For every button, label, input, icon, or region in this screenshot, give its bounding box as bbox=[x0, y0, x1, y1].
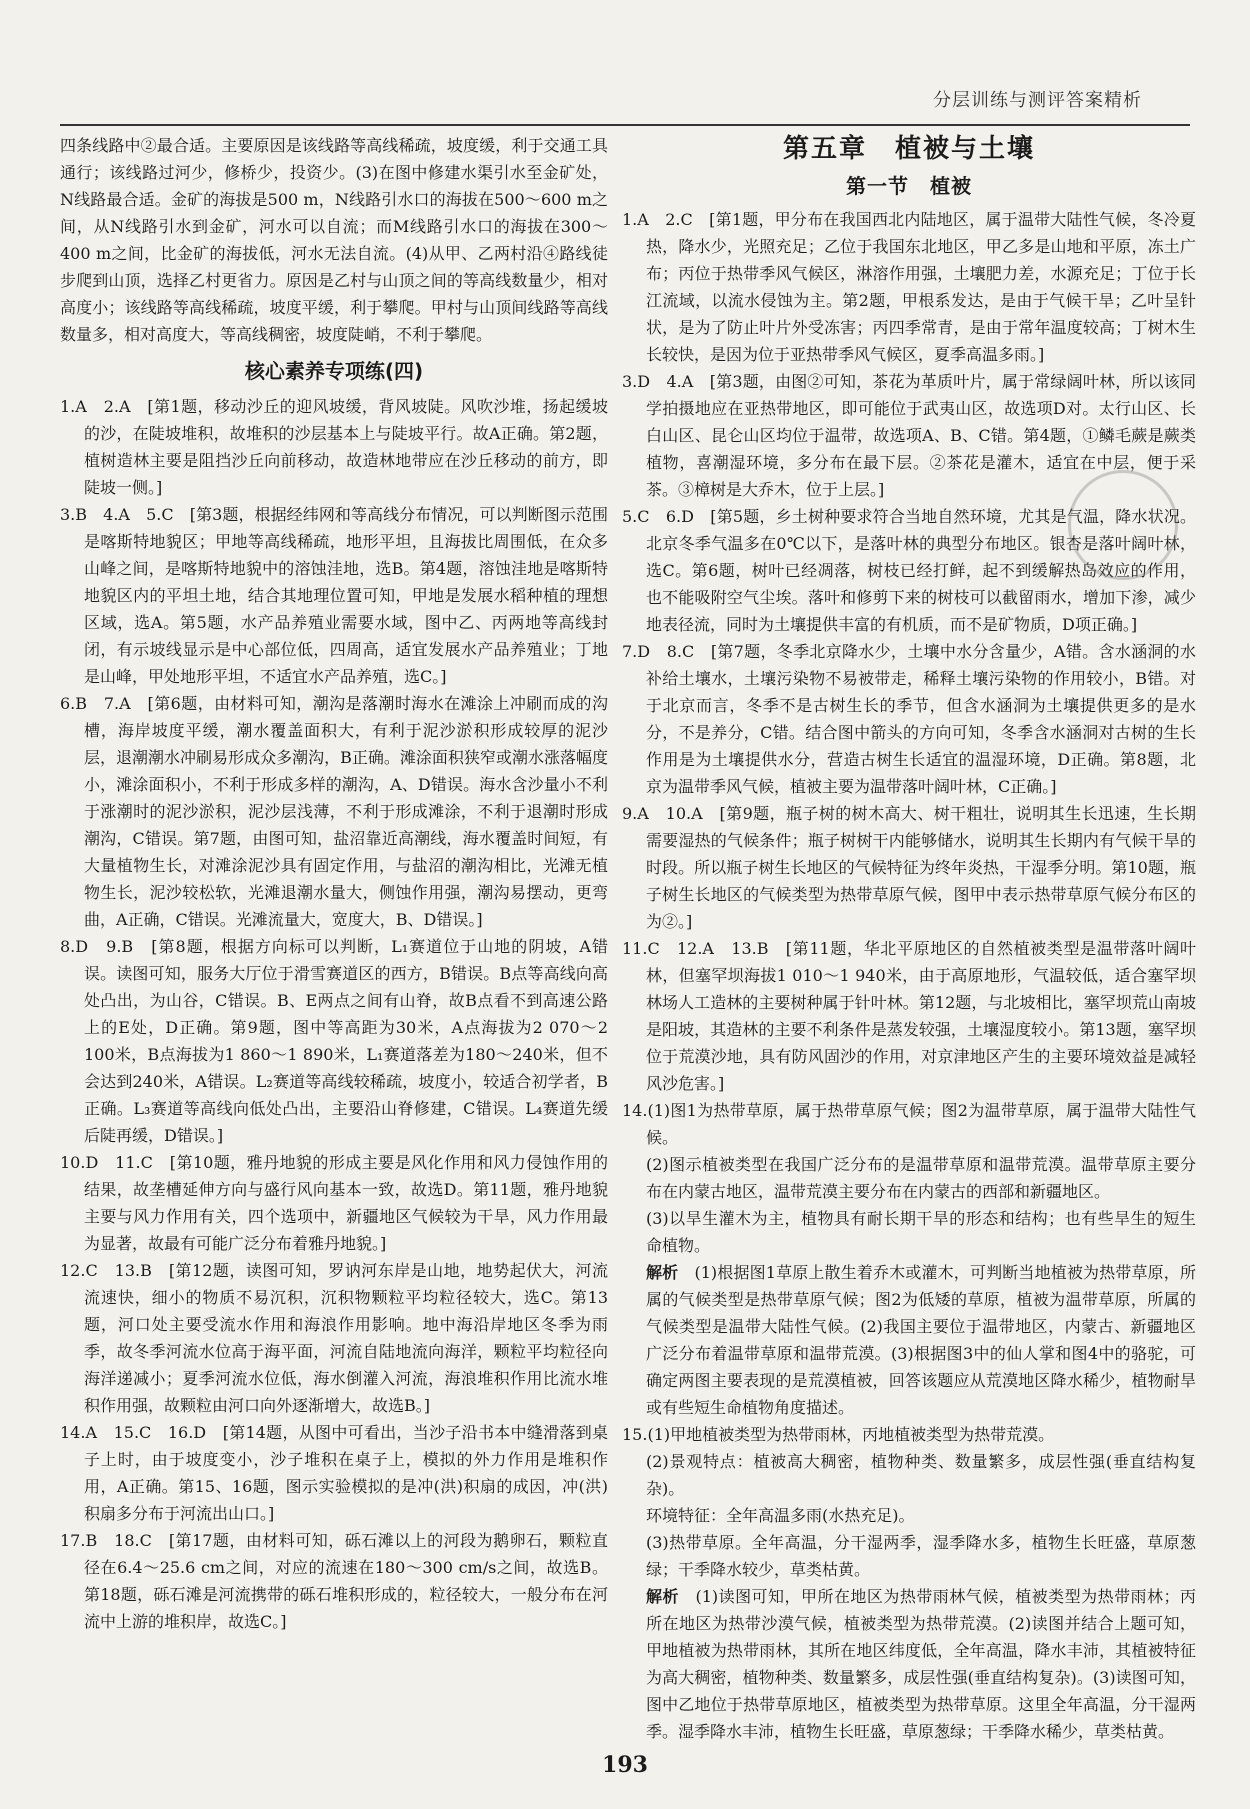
answer-item: 14.(1)图1为热带草原，属于热带草原气候；图2为温带草原，属于温带大陆性气候。 bbox=[622, 1101, 1196, 1147]
answer-item: 7.D 8.C [第7题，冬季北京降水少，土壤中水分含量少，A错。含水涵洞的水补给土壤水，土壤污染物不易被带走，稀释土壤污染物的作用较小，B错。对于北京而言，冬季不是古树生长的季节，但含水涵洞为土壤提供更多的是水分，不是养分，C错。结合图中箭头的方向可知，冬季含水涵洞对古树的生长作用是为土壤提供水分，营造古树生长适宜的温湿环境，D正确。第8题，北京为温带季风气候，植被主要为温带落叶阔叶林，C正确。] bbox=[622, 642, 1196, 796]
answer-subitem: 环境特征：全年高温多雨(水热充足)。 bbox=[646, 1506, 915, 1525]
answer-item: 9.A 10.A [第9题，瓶子树的树木高大、树干粗壮，说明其生长迅速，生长期需要湿热的气候条件；瓶子树树干内能够储水，说明其生长期内有气候干旱的时段。所以瓶子树生长地区的气候特征为终年炎热，干湿季分明。第10题，瓶子树生长地区的气候类型为热带草原气候，图甲中表示热带草原气候分布区的为②。] bbox=[622, 804, 1196, 931]
analysis-label: 解析 bbox=[646, 1587, 679, 1606]
analysis-text: (1)读图可知，甲所在地区为热带雨林气候，植被类型为热带雨林；丙所在地区为热带沙漠气候，植被类型为热带荒漠。(2)读图并结合上题可知，甲地植被为热带雨林，其所在地区纬度低，全年高温，降水丰沛，其植被特征为高大稠密，植物种类、数量繁多，成层性强(垂直结构复杂)。(3)读图可知，图中乙地位于热带草原地区，植被类型为热带草原。这里全年高温，分干湿两季。湿季降水丰沛，植物生长旺盛，草原葱绿；干季降水稀少，草类枯黄。 bbox=[646, 1587, 1196, 1741]
stamp-watermark bbox=[1068, 470, 1178, 580]
answer-subitem: (3)热带草原。全年高温，分干湿两季，湿季降水多，植物生长旺盛，草原葱绿；干季降水较少，草类枯黄。 bbox=[646, 1533, 1196, 1579]
right-column bbox=[622, 132, 1196, 1745]
chapter-title: 第五章 植被与土壤 bbox=[782, 134, 1035, 164]
analysis-label: 解析 bbox=[646, 1263, 679, 1282]
answer-item: 8.D 9.B [第8题，根据方向标可以判断，L₁赛道位于山地的阴坡，A错误。读图可知，服务大厅位于滑雪赛道区的西方，B错误。B点等高线向高处凸出，为山谷，C错误。B、E两点之间有山脊，故B点看不到高速公路上的E处，D正确。第9题，图中等高距为30米，A点海拔为2 070～2 100米，B点海拔为1 860～1 890米，L₁赛道落差为180～240米，但不会达到240米，A错误。L₂赛道等高线较稀疏，坡度小，较适合初学者，B正确。L₃赛道等高线向低处凸出，主要沿山脊修建，C错误。L₄赛道先缓后陡再缓，D错误。] bbox=[60, 937, 608, 1145]
answer-item: 5.C 6.D [第5题，乡土树种要求符合当地自然环境，尤其是气温，降水状况。北京冬季气温多在0℃以下，是落叶林的典型分布地区。银杏是落叶阔叶林，选C。第6题，树叶已经凋落，树枝已经打鲜，起不到缓解热岛效应的作用，也不能吸附空气尘埃。落叶和修剪下来的树枝可以截留雨水，增加下渗，减少地表径流，同时为土壤提供丰富的有机质，而不是矿物质，D项正确。] bbox=[622, 507, 1196, 634]
answer-item: 1.A 2.A [第1题，移动沙丘的迎风坡缓，背风坡陡。风吹沙堆，扬起缓坡的沙，在陡坡堆积，故堆积的沙层基本上与陡坡平行。故A正确。第2题，植树造林主要是阻挡沙丘向前移动，故造林地带应在沙丘移动的前方，即陡坡一侧。] bbox=[60, 397, 608, 497]
answer-item: 3.D 4.A [第3题，由图②可知，茶花为革质叶片，属于常绿阔叶林，所以该同学拍摄地应在亚热带地区，即可能位于武夷山区，故选项D对。太行山区、长白山区、昆仑山区均位于温带，故选项A、B、C错。第4题，①鳞毛蕨是蕨类植物，喜潮湿环境，多分布在最下层。②茶花是灌木，适宜在中层，便于采茶。③樟树是大乔木，位于上层。] bbox=[622, 372, 1196, 499]
answer-item: 15.(1)甲地植被类型为热带雨林，丙地植被类型为热带荒漠。 bbox=[622, 1425, 1055, 1444]
answer-item: 1.A 2.C [第1题，甲分布在我国西北内陆地区，属于温带大陆性气候，冬冷夏热，降水少，光照充足；乙位于我国东北地区，甲乙多是山地和平原，冻土广布；丙位于热带季风气候区，淋溶作用强，土壤肥力差，水源充足；丁位于长江流域，以流水侵蚀为主。第2题，甲根系发达，是由于气候干旱；乙叶呈针状，是为了防止叶片外受冻害；丙四季常青，是由于常年温度较高；丁树木生长较快，是因为位于亚热带季风气候区，夏季高温多雨。] bbox=[622, 210, 1196, 364]
answer-item: 6.B 7.A [第6题，由材料可知，潮沟是落潮时海水在滩涂上冲刷而成的沟槽，海岸坡度平缓，潮水覆盖面积大，有利于泥沙淤积形成较厚的泥沙层，退潮潮水冲刷易形成众多潮沟，B正确。滩涂面积狭窄或潮水涨落幅度小，滩涂面积小，不利于形成多样的潮沟，A、D错误。海水含沙量小不利于涨潮时的泥沙淤积，泥沙层浅薄，不利于形成滩涂，不利于退潮时形成潮沟，C错误。第7题，由图可知，盐沼靠近高潮线，海水覆盖时间短，有大量植物生长，对滩涂泥沙具有固定作用，与盐沼的潮沟相比，光滩无植物生长，泥沙较松软，光滩退潮水量大，侧蚀作用强，潮沟易摆动，更弯曲，A正确，C错误。光滩流量大，宽度大，B、D错误。] bbox=[60, 694, 608, 929]
answer-item: 17.B 18.C [第17题，由材料可知，砾石滩以上的河段为鹅卵石，颗粒直径在6.4～25.6 cm之间，对应的流速在180～300 cm/s之间，故选B。第18题，砾石滩是河流携带的砾石堆积形成的，粒径较大，一般分布在河流中上游的堆积岸，故选C。] bbox=[60, 1531, 608, 1631]
answer-item: 14.A 15.C 16.D [第14题，从图中可看出，当沙子沿书本中缝滑落到桌子上时，由于坡度变小，沙子堆积在桌子上，模拟的外力作用是堆积作用，A正确。第15、16题，图示实验模拟的是冲(洪)积扇的成因，冲(洪)积扇多分布于河流出山口。] bbox=[60, 1423, 608, 1523]
answer-item: 11.C 12.A 13.B [第11题，华北平原地区的自然植被类型是温带落叶阔叶林，但塞罕坝海拔1 010～1 940米，由于高原地形，气温较低，适合塞罕坝林场人工造林的主要树种属于针叶林。第12题，与北坡相比，塞罕坝荒山南坡是阳坡，其造林的主要不利条件是蒸发较强，土壤湿度较小。第13题，塞罕坝位于荒漠沙地，具有防风固沙的作用，对京津地区产生的主要环境效益是减轻风沙危害。] bbox=[622, 939, 1196, 1093]
page-number: 193 bbox=[602, 1752, 648, 1778]
analysis-paragraph bbox=[622, 1259, 1196, 1421]
subsection-title: 第一节 植被 bbox=[846, 174, 972, 198]
header-rule bbox=[60, 124, 1190, 126]
answer-item: 3.B 4.A 5.C [第3题，根据经纬网和等高线分布情况，可以判断图示范围是喀斯特地貌区；甲地等高线稀疏，地形平坦，且海拔比周围低，在众多山峰之间，是喀斯特地貌中的溶蚀洼地，选B。第4题，溶蚀洼地是喀斯特地貌区内的平坦土地，结合其地理位置可知，甲地是发展水稻种植的理想区域，选A。第5题，水产品养殖业需要水域，图中乙、丙两地等高线封闭，有示坡线显示是中心部位低，四周高，适宜发展水产品养殖业；丁地是山峰，甲处地形平坦，不适宜水产品养殖，选C。] bbox=[60, 505, 608, 686]
answer-subitem: (2)景观特点：植被高大稠密，植物种类、数量繁多，成层性强(垂直结构复杂)。 bbox=[646, 1452, 1196, 1498]
left-column bbox=[60, 132, 608, 1635]
section-title: 核心素养专项练(四) bbox=[244, 359, 424, 383]
analysis-paragraph bbox=[622, 1583, 1196, 1745]
analysis-text: (1)根据图1草原上散生着乔木或灌木，可判断当地植被为热带草原，所属的气候类型是热带草原气候；图2为低矮的草原，植被为温带草原，所属的气候类型是温带大陆性气候。(2)我国主要位于温带地区，内蒙古、新疆地区广泛分布着温带草原和温带荒漠。(3)根据图3中的仙人掌和图4中的骆驼，可确定两图主要表现的是荒漠植被，回答该题应从荒漠地区降水稀少，植物耐旱或有些短生命植物角度描述。 bbox=[646, 1263, 1196, 1417]
answer-subitem: (3)以旱生灌木为主，植物具有耐长期干旱的形态和结构；也有些旱生的短生命植物。 bbox=[646, 1209, 1196, 1255]
answer-item: 10.D 11.C [第10题，雅丹地貌的形成主要是风化作用和风力侵蚀作用的结果，故垄槽延伸方向与盛行风向基本一致，故选D。第11题，雅丹地貌主要与风力作用有关，四个选项中，新疆地区气候较为干旱，风力作用最为显著，故最有可能广泛分布着雅丹地貌。] bbox=[60, 1153, 608, 1253]
page-header-title: 分层训练与测评答案精析 bbox=[933, 90, 1142, 111]
left-intro-paragraph: 四条线路中②最合适。主要原因是该线路等高线稀疏，坡度缓，利于交通工具通行；该线路过河少，修桥少，投资少。(3)在图中修建水渠引水至金矿处，N线路最合适。金矿的海拔是500 m，N线路引水口的海拔在500～600 m之间，从N线路引水到金矿，河水可以自流；而M线路引水口的海拔在300～400 m之间，比金矿的海拔低，河水无法自流。(4)从甲、乙两村沿④路线徒步爬到山顶，选择乙村更省力。原因是乙村与山顶之间的等高线数量少，相对高度小；该线路等高线稀疏，坡度平缓，利于攀爬。甲村与山顶间线路等高线数量多，相对高度大，等高线稠密，坡度陡峭，不利于攀爬。 bbox=[60, 136, 608, 344]
answer-item: 12.C 13.B [第12题，读图可知，罗讷河东岸是山地，地势起伏大，河流流速快，细小的物质不易沉积，沉积物颗粒平均粒径较大，选C。第13题，河口处主要受流水作用和海浪作用影响。地中海沿岸地区冬季为雨季，故冬季河流水位高于海平面，河流自陆地流向海洋，颗粒平均粒径向海洋递减小；夏季河流水位低，海水倒灌入河流，海浪堆积作用比流水堆积作用强，故颗粒由河口向外逐渐增大，故选B。] bbox=[60, 1261, 608, 1415]
answer-subitem: (2)图示植被类型在我国广泛分布的是温带草原和温带荒漠。温带草原主要分布在内蒙古地区，温带荒漠主要分布在内蒙古的西部和新疆地区。 bbox=[646, 1155, 1196, 1201]
